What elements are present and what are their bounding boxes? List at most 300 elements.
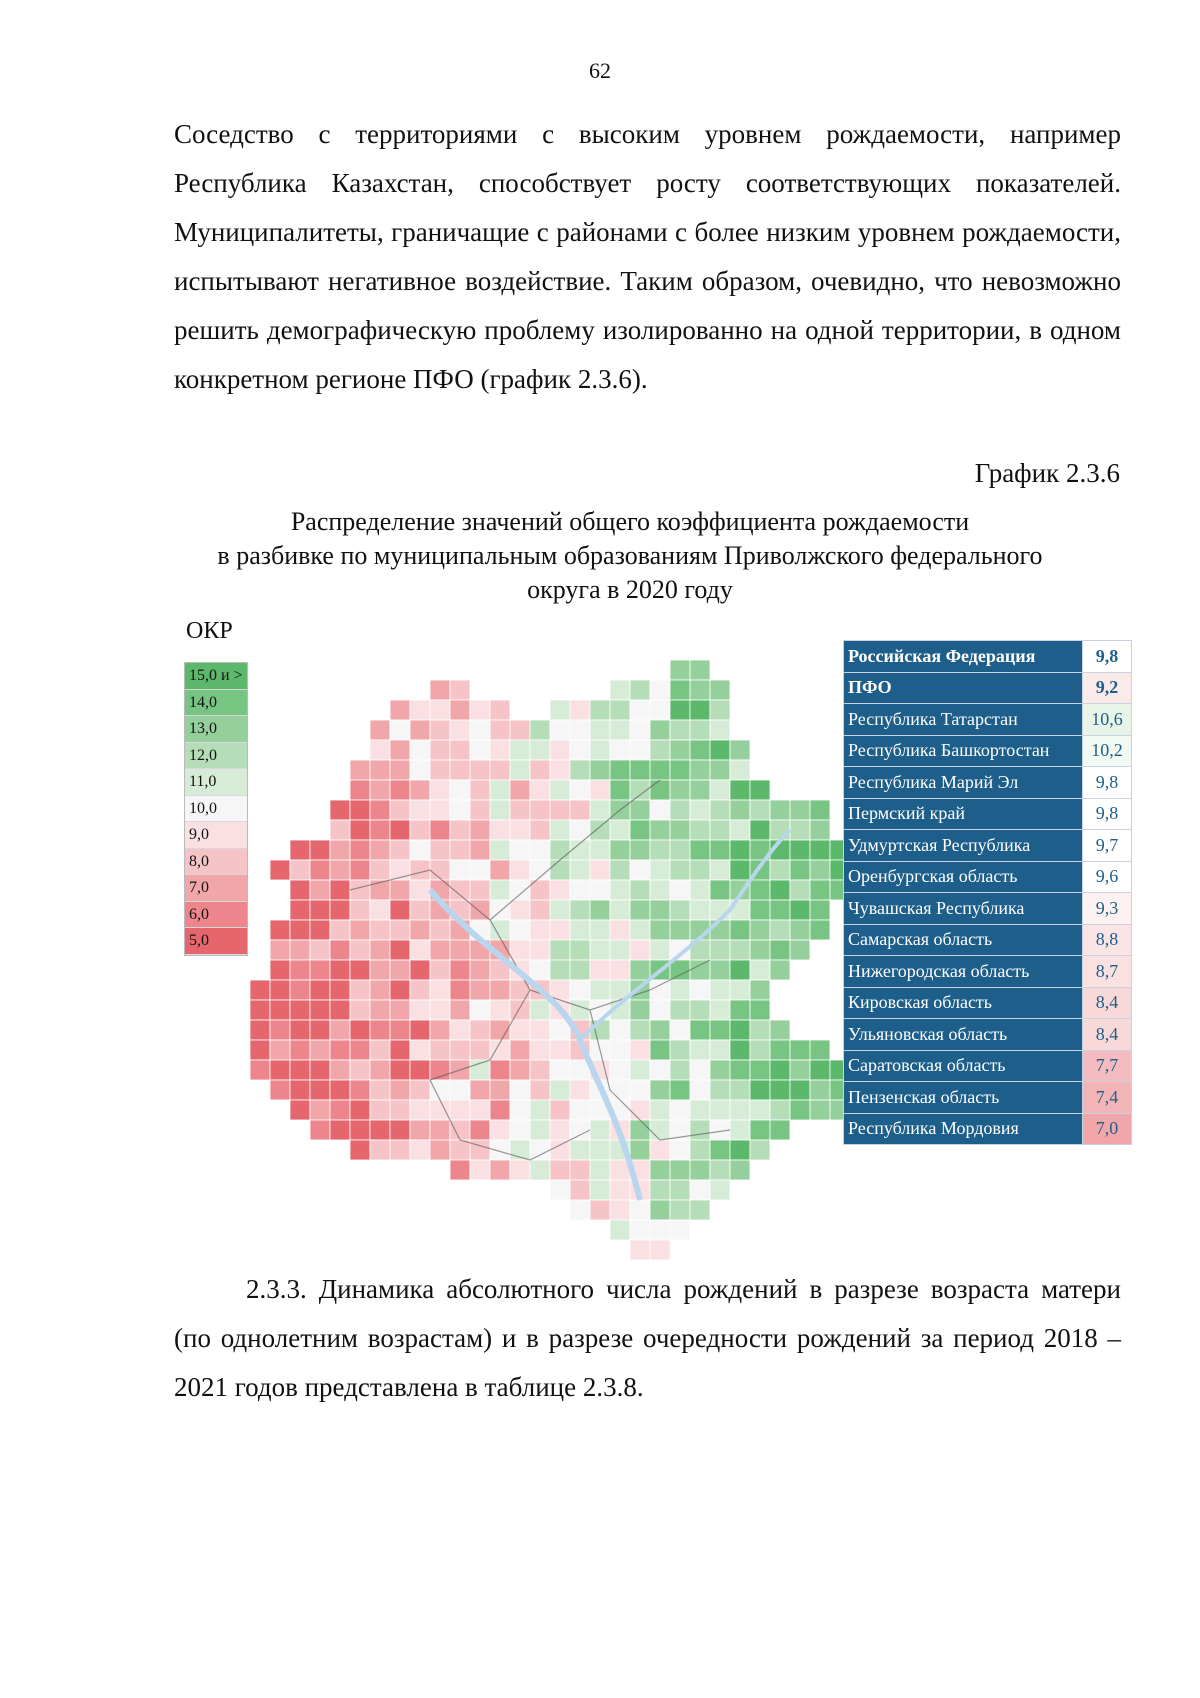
map-district bbox=[750, 780, 770, 800]
figure-title-line: в разбивке по муниципальным образованиям Приволжского федерального bbox=[217, 541, 1043, 570]
map-district bbox=[530, 940, 550, 960]
map-district bbox=[430, 1100, 450, 1120]
map-district bbox=[690, 1120, 710, 1140]
map-district bbox=[590, 880, 610, 900]
map-district bbox=[530, 1000, 550, 1020]
map-district bbox=[410, 1020, 430, 1040]
map-district bbox=[350, 1020, 370, 1040]
map-district bbox=[330, 800, 350, 820]
region-name: Саратовская область bbox=[844, 1050, 1083, 1082]
map-district bbox=[550, 1180, 570, 1200]
map-district bbox=[410, 700, 430, 720]
map-district bbox=[530, 1080, 550, 1100]
map-district bbox=[550, 1040, 570, 1060]
map-district bbox=[610, 700, 630, 720]
map-district bbox=[470, 740, 490, 760]
map-district bbox=[270, 960, 290, 980]
map-district bbox=[730, 920, 750, 940]
map-district bbox=[730, 1020, 750, 1040]
map-district bbox=[430, 800, 450, 820]
table-row bbox=[844, 861, 1132, 893]
map-district bbox=[670, 1160, 690, 1180]
map-district bbox=[650, 1020, 670, 1040]
map-district bbox=[330, 920, 350, 940]
map-district bbox=[670, 1140, 690, 1160]
map-district bbox=[470, 720, 490, 740]
map-district bbox=[350, 1100, 370, 1120]
map-district bbox=[750, 1080, 770, 1100]
map-district bbox=[450, 1120, 470, 1140]
map-district bbox=[810, 860, 830, 880]
map-district bbox=[410, 740, 430, 760]
map-district bbox=[570, 940, 590, 960]
region-value: 9,2 bbox=[1083, 672, 1132, 704]
map-district bbox=[750, 800, 770, 820]
map-district bbox=[390, 740, 410, 760]
map-district bbox=[270, 1060, 290, 1080]
region-name: Республика Татарстан bbox=[844, 704, 1083, 736]
map-district bbox=[550, 740, 570, 760]
map-district bbox=[270, 940, 290, 960]
map-district bbox=[750, 1100, 770, 1120]
map-district bbox=[290, 900, 310, 920]
map-district bbox=[510, 880, 530, 900]
map-district bbox=[510, 1160, 530, 1180]
map-district bbox=[410, 1100, 430, 1120]
map-district bbox=[450, 820, 470, 840]
map-district bbox=[750, 1140, 770, 1160]
map-district bbox=[370, 760, 390, 780]
map-district bbox=[350, 1120, 370, 1140]
map-district bbox=[650, 680, 670, 700]
map-district bbox=[630, 1000, 650, 1020]
map-district bbox=[710, 720, 730, 740]
legend-item: 13,0 bbox=[185, 716, 247, 743]
map-district bbox=[570, 740, 590, 760]
map-district bbox=[770, 1020, 790, 1040]
map-district bbox=[730, 1160, 750, 1180]
map-district bbox=[390, 840, 410, 860]
map-district bbox=[270, 1020, 290, 1040]
map-district bbox=[650, 760, 670, 780]
map-district bbox=[790, 860, 810, 880]
map-district bbox=[370, 860, 390, 880]
map-district bbox=[270, 920, 290, 940]
region-value: 10,2 bbox=[1083, 735, 1132, 767]
map-district bbox=[590, 960, 610, 980]
map-district bbox=[290, 1020, 310, 1040]
map-district bbox=[810, 820, 830, 840]
map-district bbox=[670, 880, 690, 900]
table-row bbox=[844, 641, 1132, 673]
map-district bbox=[750, 900, 770, 920]
map-district bbox=[370, 1040, 390, 1060]
map-district bbox=[650, 980, 670, 1000]
map-district bbox=[330, 960, 350, 980]
map-district bbox=[710, 1140, 730, 1160]
map-district bbox=[730, 780, 750, 800]
map-district bbox=[650, 900, 670, 920]
map-district bbox=[470, 1000, 490, 1020]
map-district bbox=[390, 1060, 410, 1080]
map-district bbox=[550, 840, 570, 860]
map-district bbox=[550, 800, 570, 820]
map-district bbox=[450, 940, 470, 960]
map-district bbox=[530, 900, 550, 920]
map-district bbox=[610, 1020, 630, 1040]
map-district bbox=[550, 980, 570, 1000]
map-district bbox=[490, 1000, 510, 1020]
map-district bbox=[410, 1000, 430, 1020]
map-district bbox=[670, 1020, 690, 1040]
map-district bbox=[550, 920, 570, 940]
map-district bbox=[450, 680, 470, 700]
map-district bbox=[790, 820, 810, 840]
map-district bbox=[390, 1140, 410, 1160]
map-district bbox=[570, 720, 590, 740]
map-district bbox=[810, 1100, 830, 1120]
region-name: ПФО bbox=[844, 672, 1083, 704]
map-district bbox=[670, 660, 690, 680]
map-district bbox=[630, 1040, 650, 1060]
map-district bbox=[750, 920, 770, 940]
map-district bbox=[670, 700, 690, 720]
map-district bbox=[390, 720, 410, 740]
legend-item: 11,0 bbox=[185, 769, 247, 796]
map-district bbox=[650, 1140, 670, 1160]
map-district bbox=[430, 720, 450, 740]
map-district bbox=[410, 820, 430, 840]
map-district bbox=[710, 980, 730, 1000]
map-district bbox=[770, 1100, 790, 1120]
map-district bbox=[370, 960, 390, 980]
map-district bbox=[310, 1120, 330, 1140]
legend-item: 6,0 bbox=[185, 902, 247, 929]
map-district bbox=[730, 820, 750, 840]
map-district bbox=[250, 1060, 270, 1080]
region-value: 9,6 bbox=[1083, 861, 1132, 893]
map-district bbox=[370, 820, 390, 840]
region-name: Пензенская область bbox=[844, 1082, 1083, 1114]
map-district bbox=[750, 940, 770, 960]
map-district bbox=[390, 780, 410, 800]
map-district bbox=[730, 840, 750, 860]
figure-title-line: округа в 2020 году bbox=[527, 575, 733, 604]
map-district bbox=[570, 1000, 590, 1020]
map-district bbox=[510, 1100, 530, 1120]
map-district bbox=[570, 960, 590, 980]
map-district bbox=[370, 780, 390, 800]
table-row bbox=[844, 924, 1132, 956]
region-value: 8,4 bbox=[1083, 1019, 1132, 1051]
map-district bbox=[450, 1040, 470, 1060]
map-district bbox=[370, 900, 390, 920]
map-district bbox=[430, 960, 450, 980]
map-district bbox=[390, 1000, 410, 1020]
map-district bbox=[510, 940, 530, 960]
map-district bbox=[530, 1100, 550, 1120]
map-district bbox=[710, 1060, 730, 1080]
map-district bbox=[750, 980, 770, 1000]
region-name: Оренбургская область bbox=[844, 861, 1083, 893]
map-district bbox=[690, 1180, 710, 1200]
region-name: Чувашская Республика bbox=[844, 893, 1083, 925]
map-district bbox=[690, 980, 710, 1000]
map-district bbox=[670, 920, 690, 940]
map-district bbox=[530, 840, 550, 860]
map-district bbox=[270, 1040, 290, 1060]
map-district bbox=[770, 940, 790, 960]
map-district bbox=[490, 1080, 510, 1100]
map-district bbox=[330, 1080, 350, 1100]
map-district bbox=[590, 1120, 610, 1140]
map-district bbox=[710, 940, 730, 960]
map-district bbox=[430, 1140, 450, 1160]
map-district bbox=[770, 1120, 790, 1140]
map-district bbox=[650, 820, 670, 840]
map-district bbox=[290, 1040, 310, 1060]
map-district bbox=[470, 840, 490, 860]
map-district bbox=[470, 760, 490, 780]
map-district bbox=[650, 1040, 670, 1060]
map-district bbox=[510, 840, 530, 860]
map-district bbox=[590, 1140, 610, 1160]
map-district bbox=[490, 860, 510, 880]
map-district bbox=[550, 1160, 570, 1180]
map-district bbox=[690, 780, 710, 800]
map-district bbox=[470, 1040, 490, 1060]
map-district bbox=[790, 920, 810, 940]
map-district bbox=[390, 820, 410, 840]
map-district bbox=[330, 860, 350, 880]
map-district bbox=[430, 1020, 450, 1040]
map-district bbox=[730, 860, 750, 880]
map-district bbox=[470, 1120, 490, 1140]
map-district bbox=[310, 1100, 330, 1120]
map-district bbox=[570, 900, 590, 920]
map-district bbox=[650, 1080, 670, 1100]
map-district bbox=[790, 1080, 810, 1100]
map-district bbox=[570, 1200, 590, 1220]
map-district bbox=[390, 1020, 410, 1040]
map-district bbox=[370, 1100, 390, 1120]
region-value: 9,8 bbox=[1083, 641, 1132, 673]
map-district bbox=[310, 1080, 330, 1100]
map-district bbox=[690, 1000, 710, 1020]
map-district bbox=[490, 1120, 510, 1140]
map-district bbox=[550, 1060, 570, 1080]
map-district bbox=[310, 860, 330, 880]
map-district bbox=[730, 1140, 750, 1160]
map-district bbox=[310, 1000, 330, 1020]
table-row bbox=[844, 1019, 1132, 1051]
map-district bbox=[690, 1040, 710, 1060]
map-district bbox=[630, 860, 650, 880]
map-district bbox=[450, 1140, 470, 1160]
table-row bbox=[844, 1082, 1132, 1114]
map-district bbox=[630, 880, 650, 900]
map-district bbox=[450, 960, 470, 980]
map-district bbox=[730, 1060, 750, 1080]
map-district bbox=[790, 1060, 810, 1080]
map-district bbox=[550, 1080, 570, 1100]
map-district bbox=[570, 700, 590, 720]
map-district bbox=[370, 980, 390, 1000]
table-row bbox=[844, 1113, 1132, 1145]
map-district bbox=[770, 1060, 790, 1080]
map-district bbox=[470, 1160, 490, 1180]
map-district bbox=[810, 1040, 830, 1060]
map-district bbox=[690, 660, 710, 680]
map-district bbox=[670, 980, 690, 1000]
map-district bbox=[550, 900, 570, 920]
map-district bbox=[710, 780, 730, 800]
map-district bbox=[410, 980, 430, 1000]
map-district bbox=[670, 1100, 690, 1120]
map-district bbox=[490, 720, 510, 740]
map-district bbox=[550, 700, 570, 720]
map-district bbox=[410, 720, 430, 740]
map-district bbox=[630, 1200, 650, 1220]
map-district bbox=[330, 980, 350, 1000]
map-district bbox=[270, 1000, 290, 1020]
map-district bbox=[370, 1080, 390, 1100]
map-district bbox=[710, 1040, 730, 1060]
map-district bbox=[310, 840, 330, 860]
map-district bbox=[630, 680, 650, 700]
map-district bbox=[610, 840, 630, 860]
map-district bbox=[570, 980, 590, 1000]
map-district bbox=[290, 960, 310, 980]
map-district bbox=[590, 780, 610, 800]
map-district bbox=[530, 1060, 550, 1080]
map-district bbox=[430, 940, 450, 960]
map-district bbox=[270, 980, 290, 1000]
table-row bbox=[844, 735, 1132, 767]
region-value: 8,7 bbox=[1083, 956, 1132, 988]
map-district bbox=[470, 820, 490, 840]
map-district bbox=[370, 940, 390, 960]
map-district bbox=[710, 820, 730, 840]
map-district bbox=[510, 800, 530, 820]
map-district bbox=[710, 800, 730, 820]
map-district bbox=[350, 880, 370, 900]
map-district bbox=[430, 820, 450, 840]
map-district bbox=[810, 840, 830, 860]
map-district bbox=[550, 960, 570, 980]
map-district bbox=[610, 1180, 630, 1200]
map-district bbox=[750, 960, 770, 980]
map-district bbox=[290, 1000, 310, 1020]
legend-item: 10,0 bbox=[185, 796, 247, 823]
map-district bbox=[610, 920, 630, 940]
map-district bbox=[450, 760, 470, 780]
map-district bbox=[770, 1040, 790, 1060]
map-district bbox=[510, 900, 530, 920]
map-district bbox=[730, 980, 750, 1000]
map-district bbox=[510, 1060, 530, 1080]
map-district bbox=[750, 1020, 770, 1040]
map-district bbox=[350, 800, 370, 820]
map-district bbox=[590, 900, 610, 920]
map-district bbox=[590, 1200, 610, 1220]
map-district bbox=[250, 1020, 270, 1040]
map-district bbox=[690, 740, 710, 760]
map-district bbox=[450, 1000, 470, 1020]
map-district bbox=[630, 920, 650, 940]
map-district bbox=[470, 1100, 490, 1120]
map-district bbox=[510, 920, 530, 940]
map-district bbox=[670, 780, 690, 800]
map-district bbox=[410, 1080, 430, 1100]
map-district bbox=[730, 760, 750, 780]
map-district bbox=[430, 760, 450, 780]
map-district bbox=[410, 1060, 430, 1080]
map-district bbox=[490, 760, 510, 780]
map-district bbox=[670, 1080, 690, 1100]
map-district bbox=[770, 900, 790, 920]
map-district bbox=[350, 860, 370, 880]
map-district bbox=[370, 720, 390, 740]
map-district bbox=[330, 900, 350, 920]
map-district bbox=[810, 800, 830, 820]
map-district bbox=[410, 760, 430, 780]
region-name: Республика Марий Эл bbox=[844, 767, 1083, 799]
map-district bbox=[630, 700, 650, 720]
map-district bbox=[790, 840, 810, 860]
map-district bbox=[690, 1200, 710, 1220]
map-district bbox=[410, 1040, 430, 1060]
map-district bbox=[330, 1060, 350, 1080]
map-district bbox=[450, 800, 470, 820]
map-district bbox=[310, 1060, 330, 1080]
map-district bbox=[650, 1240, 670, 1260]
map-district bbox=[690, 700, 710, 720]
map-district bbox=[350, 920, 370, 940]
map-district bbox=[350, 900, 370, 920]
map-district bbox=[650, 1060, 670, 1080]
map-district bbox=[470, 880, 490, 900]
map-district bbox=[450, 740, 470, 760]
map-district bbox=[470, 960, 490, 980]
map-district bbox=[750, 1060, 770, 1080]
map-district bbox=[710, 680, 730, 700]
map-district bbox=[470, 780, 490, 800]
map-district bbox=[490, 820, 510, 840]
map-district bbox=[630, 800, 650, 820]
map-district bbox=[670, 800, 690, 820]
map-district bbox=[430, 920, 450, 940]
map-district bbox=[610, 960, 630, 980]
map-district bbox=[730, 960, 750, 980]
map-district bbox=[390, 760, 410, 780]
table-row bbox=[844, 798, 1132, 830]
map-district bbox=[650, 1180, 670, 1200]
map-district bbox=[530, 720, 550, 740]
map-district bbox=[490, 1160, 510, 1180]
map-district bbox=[570, 780, 590, 800]
map-district bbox=[570, 860, 590, 880]
map-district bbox=[710, 860, 730, 880]
map-district bbox=[330, 1000, 350, 1020]
region-name: Республика Башкортостан bbox=[844, 735, 1083, 767]
map-district bbox=[650, 700, 670, 720]
map-district bbox=[530, 1040, 550, 1060]
map-district bbox=[450, 1160, 470, 1180]
map-district bbox=[390, 880, 410, 900]
map-district bbox=[730, 1120, 750, 1140]
map-district bbox=[730, 940, 750, 960]
